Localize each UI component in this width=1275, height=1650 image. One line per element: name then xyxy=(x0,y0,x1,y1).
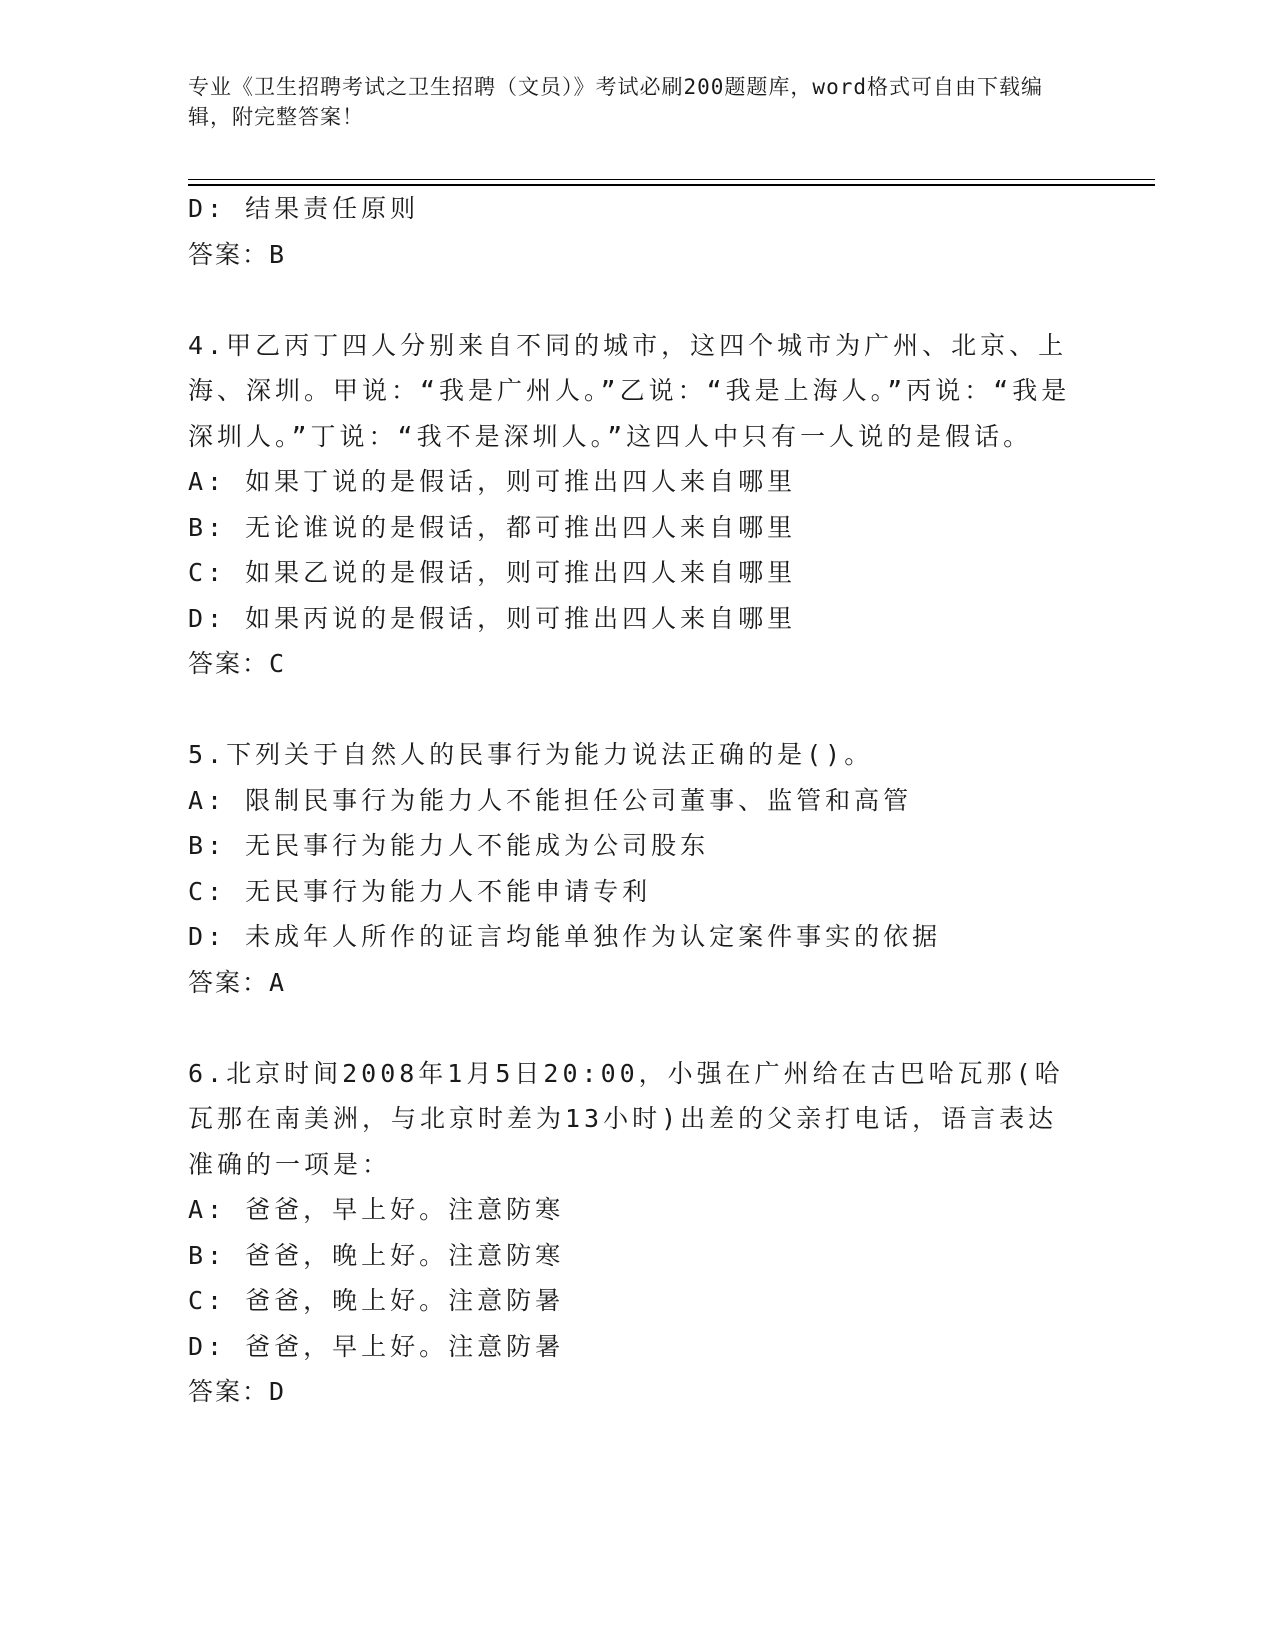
option-d: D: 如果丙说的是假话，则可推出四人来自哪里 xyxy=(188,603,797,633)
option-a: A: 爸爸，早上好。注意防寒 xyxy=(188,1195,565,1224)
option-d: D: 未成年人所作的证言均能单独作为认定案件事实的依据 xyxy=(188,922,942,951)
option-c: C: 爸爸，晚上好。注意防暑 xyxy=(188,1286,565,1315)
option-d: D: 爸爸，早上好。注意防暑 xyxy=(188,1331,565,1361)
option-b: B: 爸爸，晚上好。注意防寒 xyxy=(188,1240,565,1270)
option-c: C: 无民事行为能力人不能申请专利 xyxy=(188,876,652,906)
question-6 xyxy=(188,1051,1088,1415)
option-b: B: 无论谁说的是假话，都可推出四人来自哪里 xyxy=(188,512,797,542)
option-a: A: 限制民事行为能力人不能担任公司董事、监管和高管 xyxy=(188,785,913,815)
document-body xyxy=(188,186,1088,1415)
document-header: 专业《卫生招聘考试之卫生招聘（文员）》考试必刷200题题库，word格式可自由下载编辑，附完整答案！ xyxy=(188,75,1043,129)
option-c: C: 如果乙说的是假话，则可推出四人来自哪里 xyxy=(188,558,797,587)
answer-label: 答案：D xyxy=(188,1377,287,1406)
question-5 xyxy=(188,732,1088,1005)
question-stem: 6.北京时间2008年1月5日20:00，小强在广州给在古巴哈瓦那(哈瓦那在南美洲，与北京时差为13小时)出差的父亲打电话，语言表达准确的一项是： xyxy=(188,1058,1064,1179)
option-d: D: 结果责任原则 xyxy=(188,194,420,223)
answer-label: 答案：A xyxy=(188,967,287,997)
question-stem: 4.甲乙丙丁四人分别来自不同的城市，这四个城市为广州、北京、上海、深圳。甲说：“我是广州人。”乙说：“我是上海人。”丙说：“我是深圳人。”丁说：“我不是深圳人。”这四人中只有一人说的是假话。 xyxy=(188,330,1071,451)
answer-label: 答案：B xyxy=(188,239,287,269)
answer-label: 答案：C xyxy=(188,649,287,678)
question-stem: 5.下列关于自然人的民事行为能力说法正确的是()。 xyxy=(188,740,874,769)
question-4 xyxy=(188,323,1088,687)
option-a: A: 如果丁说的是假话，则可推出四人来自哪里 xyxy=(188,467,797,496)
header-rule-thin xyxy=(188,179,1155,180)
option-b: B: 无民事行为能力人不能成为公司股东 xyxy=(188,831,710,860)
question-3-tail xyxy=(188,186,1088,277)
